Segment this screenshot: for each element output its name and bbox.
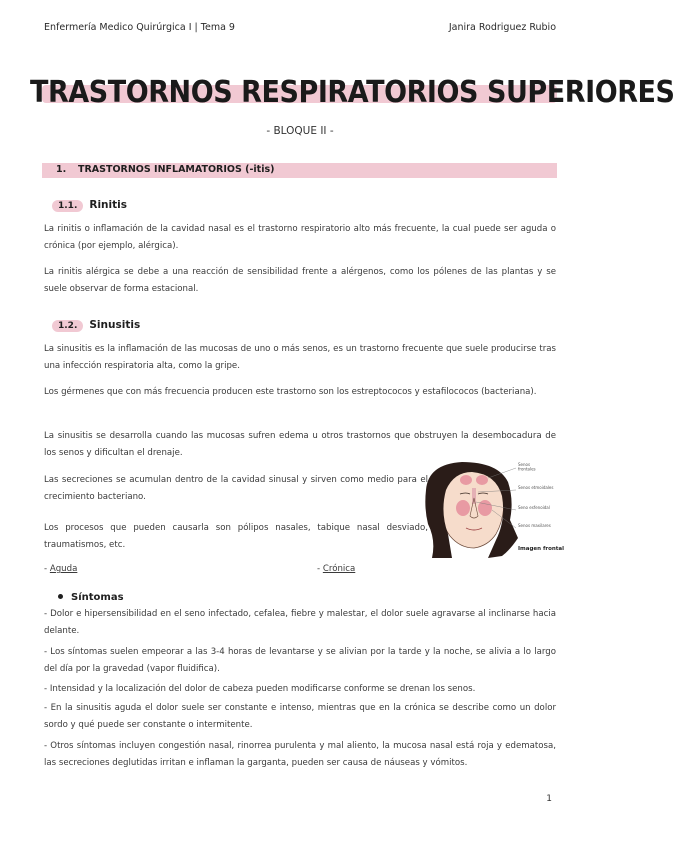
sinusitis-type-acute: - Aguda	[44, 564, 78, 574]
subsection-label: Sinusitis	[89, 319, 141, 331]
figure-caption: Imagen frontal	[518, 546, 565, 552]
subsection-number: 1.2.	[52, 320, 83, 332]
bullet-icon	[58, 594, 63, 599]
author-name: Janira Rodriguez Rubio	[448, 22, 556, 33]
paragraph: Los procesos que pueden causarla son pólipos nasales, tabique nasal desviado, traumatismos, etc.	[44, 523, 428, 550]
aguda-label: Aguda	[49, 564, 78, 574]
subsection-label: Rinitis	[89, 199, 128, 211]
sinusitis-type-chronic: - Crónica	[317, 564, 356, 574]
course-title: Enfermería Medico Quirúrgica I | Tema 9	[44, 22, 235, 33]
symptom-item: - Los síntomas suelen empeorar a las 3-4 horas de levantarse y se alivian por la tarde y la noche, se alivia a lo largo del día por la gravedad (vapor fluidifica).	[44, 647, 556, 674]
symptoms-label: Síntomas	[71, 592, 124, 603]
symptom-item: - Otros síntomas incluyen congestión nasal, rinorrea purulenta y mal aliento, la mucosa nasal está roja y edematosa, las secreciones deglutidas irritan e inflaman la garganta, pueden ser causa de náuseas y vómitos.	[44, 741, 556, 768]
paragraph: La sinusitis se desarrolla cuando las mucosas sufren edema u otros trastornos que obstruyen la desembocadura de los senos y dificultan el drenaje.	[44, 431, 556, 458]
cronica-label: Crónica	[322, 564, 356, 574]
symptoms-heading	[58, 592, 124, 603]
section-number: 1.	[56, 164, 67, 175]
paragraph: Los gérmenes que con más frecuencia producen este trastorno son los estreptococos y estafilococos (bacteriana).	[44, 387, 537, 397]
symptom-item: - En la sinusitis aguda el dolor suele ser constante e intenso, mientras que en la crónica se describe como un dolor sordo y qué puede ser constante o intermitente.	[44, 703, 556, 730]
figure-label: Seno esfenoidal	[518, 505, 550, 510]
symptom-item: - Intensidad y la localización del dolor de cabeza pueden modificarse conforme se drenan los senos.	[44, 684, 476, 694]
subsection-heading-rinitis	[52, 199, 127, 212]
subsection-heading-sinusitis	[52, 319, 140, 332]
paragraph: La rinitis alérgica se debe a una reacción de sensibilidad frente a alérgenos, como los pólenes de las plantas y se suele observar de forma estacional.	[44, 267, 556, 294]
page-header	[44, 22, 556, 36]
section-heading	[56, 164, 274, 175]
figure-label: Senos etmoidales	[518, 485, 554, 490]
page-number: 1	[546, 794, 552, 804]
paragraph: La rinitis o inflamación de la cavidad nasal es el trastorno respiratorio alto más frecuente, la cual puede ser aguda o crónica (por ejemplo, alérgica).	[44, 224, 556, 251]
figure-label: Senos frontales	[518, 462, 536, 472]
symptom-item: - Dolor e hipersensibilidad en el seno infectado, cefalea, fiebre y malestar, el dolor suele agravarse al inclinarse hacia delante.	[44, 609, 556, 636]
subsection-number: 1.1.	[52, 200, 83, 212]
page-title: TRASTORNOS RESPIRATORIOS SUPERIORES	[30, 75, 675, 110]
paragraph: La sinusitis es la inflamación de las mucosas de uno o más senos, es un trastorno frecuente que suele producirse tras una infección respiratoria alta, como la gripe.	[44, 344, 556, 371]
figure-label: Senos maxilares	[518, 523, 551, 528]
page-subtitle: - BLOQUE II -	[266, 125, 334, 137]
sinus-illustration	[418, 460, 558, 560]
paragraph: Las secreciones se acumulan dentro de la cavidad sinusal y sirven como medio para el crecimiento bacteriano.	[44, 475, 428, 502]
section-label: TRASTORNOS INFLAMATORIOS (-itis)	[78, 164, 275, 175]
